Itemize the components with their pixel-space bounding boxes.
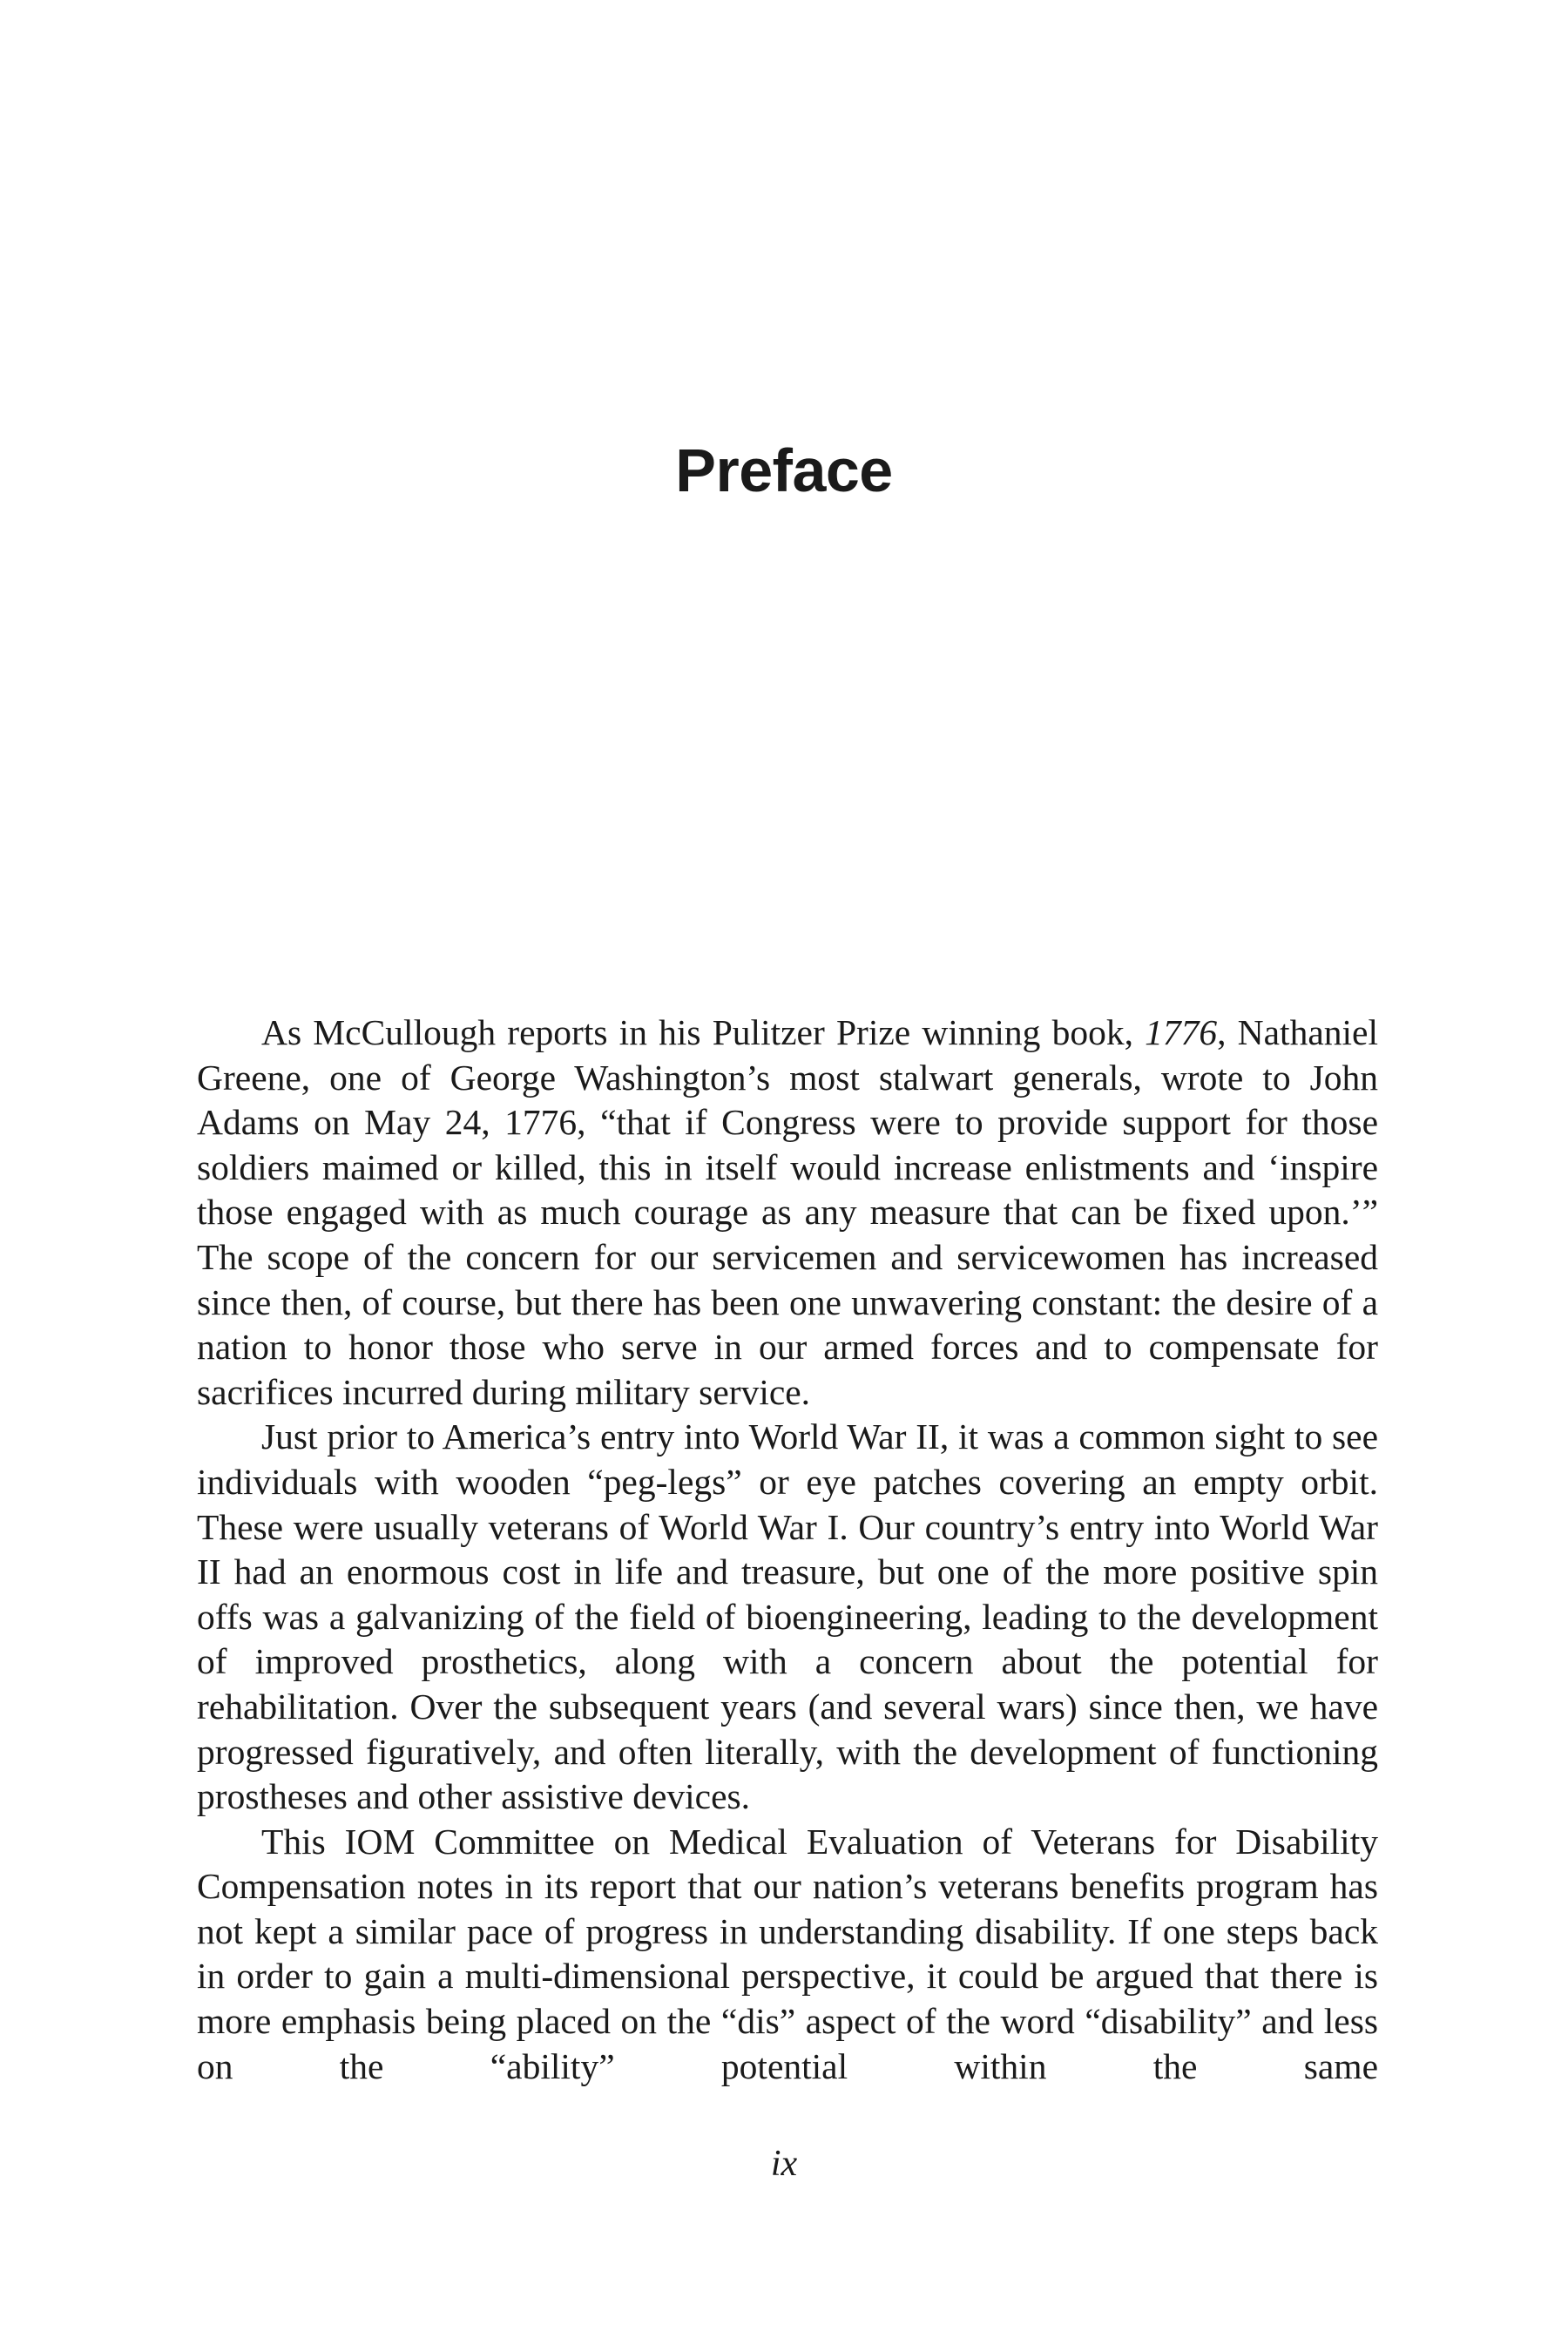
paragraph-3: This IOM Committee on Medical Evaluation of Veterans for Disability Compensation notes in its report that our nation’s veterans benefits program has not kept a similar pace of progress in understanding disability. If one steps back in order to gain a multi-dimensional perspective, it could be argued that there is more emphasis being placed on the “dis” aspect of the word “disability” and less on the “ability” potential within the same	[197, 1821, 1378, 2086]
body-text	[197, 1010, 1378, 2089]
paragraph-1-lead: As McCullough reports in his Pulitzer Prize winning book,	[261, 1012, 1146, 1052]
page-number: ix	[770, 2144, 798, 2184]
book-title-1776: 1776	[1145, 1012, 1218, 1052]
chapter-title: Preface	[675, 436, 893, 504]
paragraph-2: Just prior to America’s entry into World War II, it was a common sight to see individuals with wooden “peg-legs” or eye patches covering an empty orbit. These were usually veterans of World War I. Our country’s entry into World War II had an enormous cost in life and treasure, but one of the more positive spin offs was a galvanizing of the field of bioengineering, leading to the development of improved prosthetics, along with a concern about the potential for rehabilitation. Over the subsequent years (and several wars) since then, we have progressed figuratively, and often literally, with the development of functioning prostheses and other assistive devices.	[197, 1416, 1378, 1817]
paragraph-1-rest: , Nathaniel Greene, one of George Washington’s most stalwart generals, wrote to John Adams on May 24, 1776, “that if Congress were to provide support for those soldiers maimed or killed, this in itself would increase enlistments and ‘inspire those engaged with as much courage as any measure that can be fixed upon.’” The scope of the concern for our servicemen and servicewomen has increased since then, of course, but there has been one unwavering constant: the desire of a nation to honor those who serve in our armed forces and to compensate for sacrifices incurred during military service.	[197, 1012, 1378, 1412]
paragraph-1	[197, 1010, 1378, 1415]
